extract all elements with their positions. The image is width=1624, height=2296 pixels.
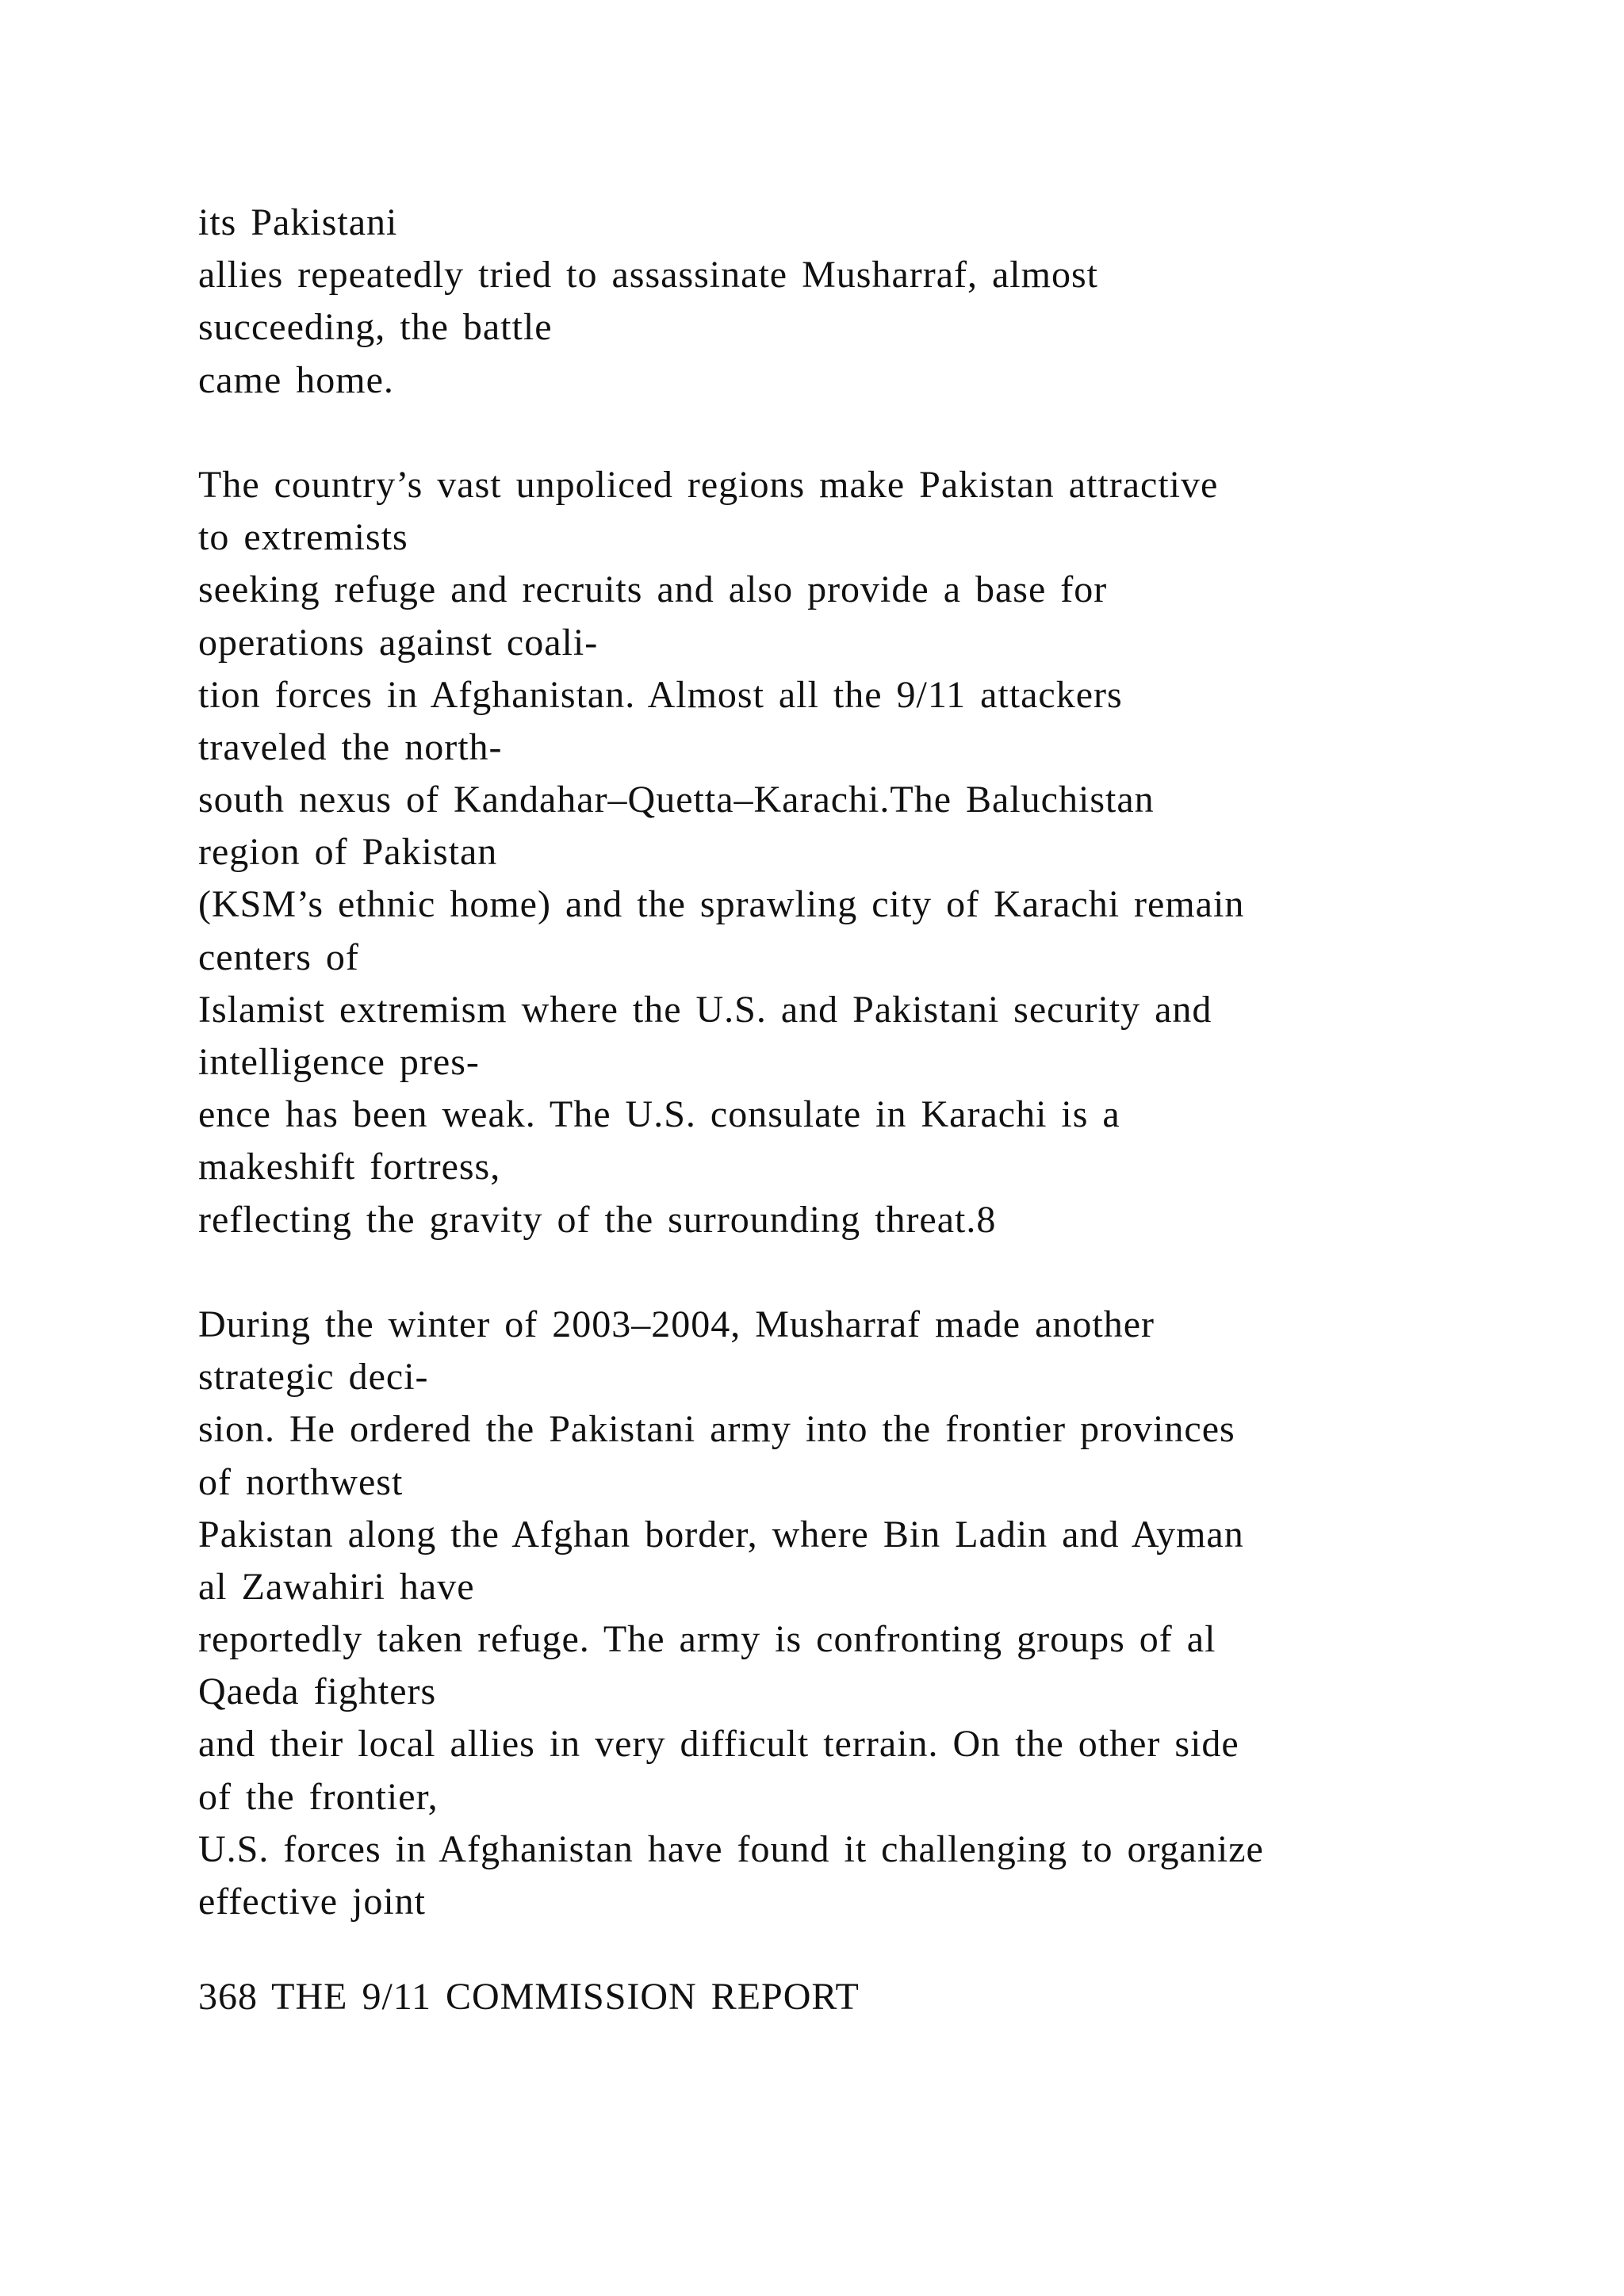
text-line: operations against coali- (198, 621, 599, 664)
text-line: effective joint (198, 1881, 426, 1923)
text-line: strategic deci- (198, 1356, 429, 1399)
text-line: allies repeatedly tried to assassinate Musharraf, almost (198, 254, 1098, 297)
text-line: seeking refuge and recruits and also provide a base for (198, 568, 1108, 611)
text-line: Pakistan along the Afghan border, where Bin Ladin and Ayman (198, 1513, 1244, 1556)
text-line: al Zawahiri have (198, 1565, 475, 1608)
text-line: came home. (198, 358, 394, 401)
text-line: region of Pakistan (198, 831, 498, 874)
text-line: and their local allies in very difficult terrain. On the other side (198, 1723, 1239, 1766)
paragraph-gap (198, 1246, 1578, 1299)
text-line: south nexus of Kandahar–Quetta–Karachi.The Baluchistan (198, 779, 1155, 821)
paragraph-gap (198, 407, 1578, 459)
text-line: makeshift fortress, (198, 1146, 501, 1188)
text-line: intelligence pres- (198, 1041, 480, 1083)
text-line: reportedly taken refuge. The army is confronting groups of al (198, 1618, 1216, 1661)
text-line: to extremists (198, 516, 408, 559)
text-line: The country’s vast unpoliced regions make Pakistan attractive (198, 463, 1219, 506)
text-line: During the winter of 2003–2004, Musharraf made another (198, 1303, 1155, 1345)
text-line: sion. He ordered the Pakistani army into the frontier provinces (198, 1408, 1235, 1451)
text-line: of the frontier, (198, 1775, 439, 1818)
text-line: its Pakistani (198, 201, 398, 243)
text-line: succeeding, the battle (198, 306, 553, 349)
text-line: centers of (198, 936, 359, 978)
text-line: of northwest (198, 1460, 404, 1503)
text-line: ence has been weak. The U.S. consulate in Karachi is a (198, 1093, 1120, 1136)
text-line: tion forces in Afghanistan. Almost all the 9/11 attackers (198, 673, 1123, 716)
running-footer: 368 THE 9/11 COMMISSION REPORT (198, 1976, 860, 2018)
text-line: traveled the north- (198, 725, 503, 768)
text-line: (KSM’s ethnic home) and the sprawling city of Karachi remain (198, 883, 1245, 926)
body-text (198, 197, 1578, 1928)
text-line: Islamist extremism where the U.S. and Pakistani security and (198, 988, 1212, 1031)
text-line: U.S. forces in Afghanistan have found it challenging to organize (198, 1827, 1264, 1870)
text-line: Qaeda fighters (198, 1670, 437, 1713)
text-line: reflecting the gravity of the surrounding threat.8 (198, 1198, 997, 1241)
